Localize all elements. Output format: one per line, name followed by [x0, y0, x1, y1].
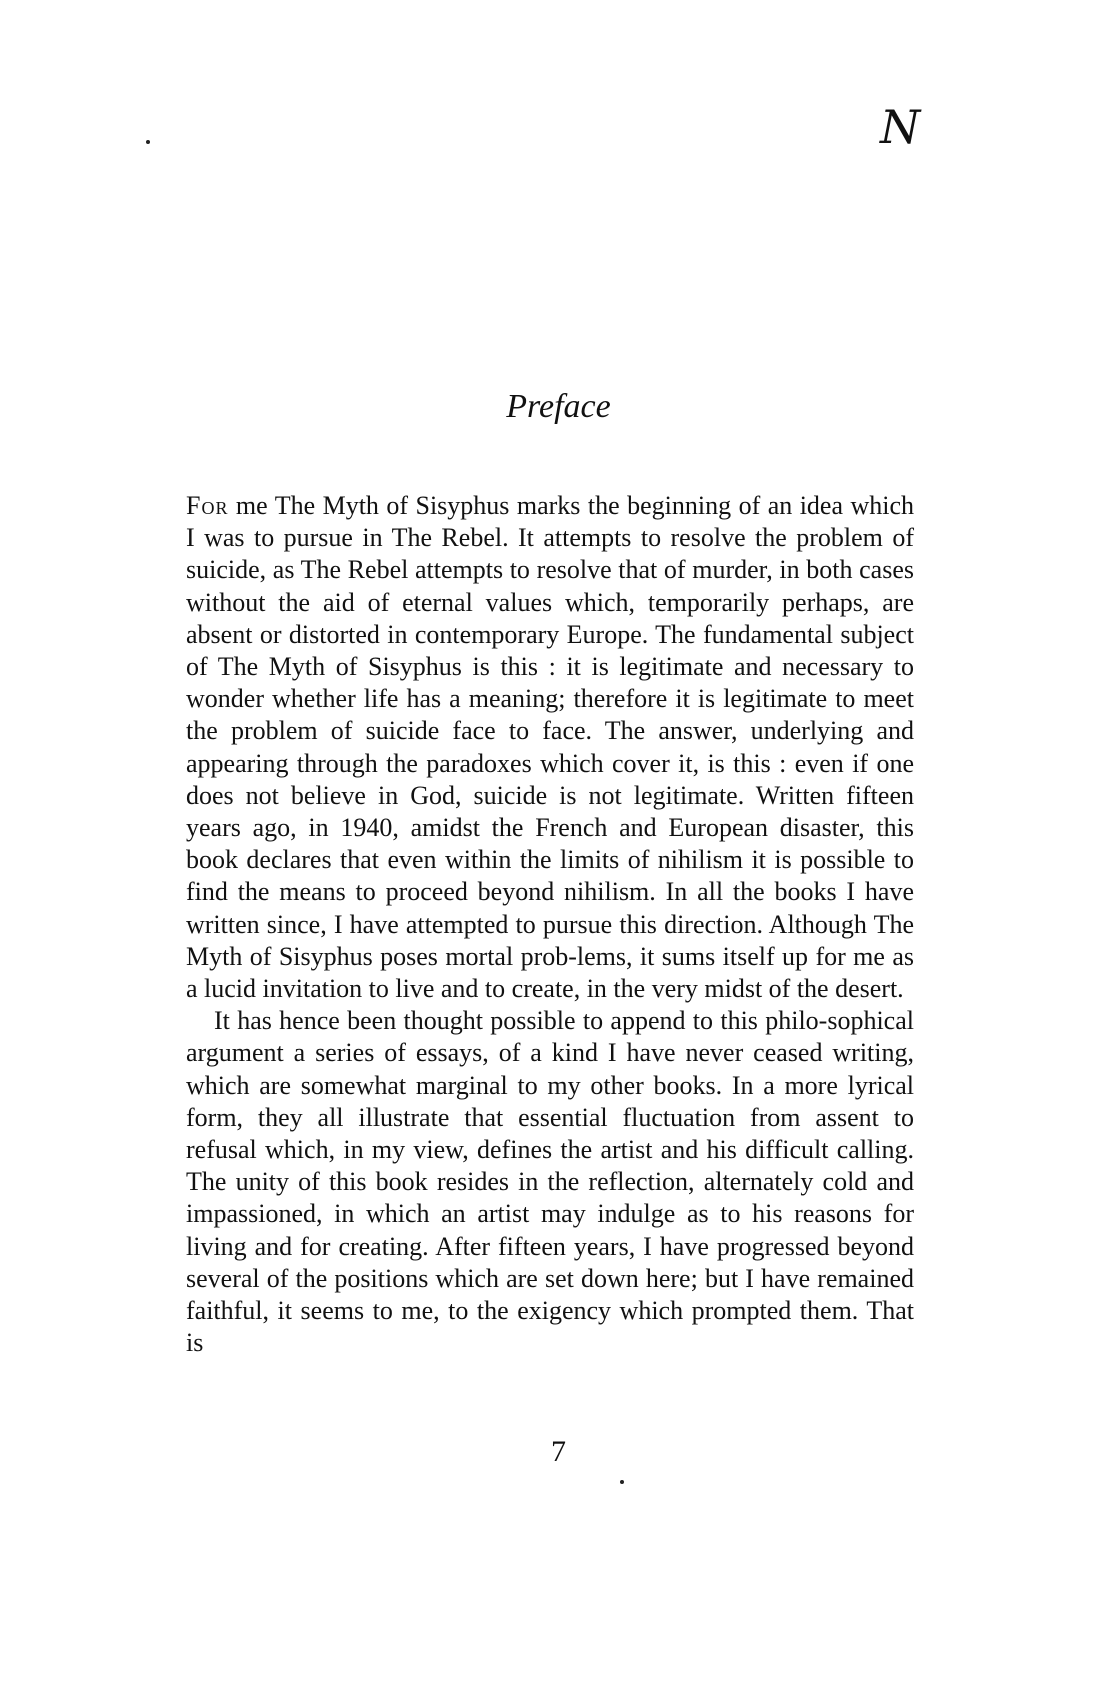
paragraph-2: It has hence been thought possible to append to this philo-sophical argument a series of essays, of a kind I have never ceased writing, which are somewhat marginal to my other books. In a more lyrical form, they all illustrate that essential fluctuation from assent to refusal which, in my view, defines the artist and his difficult calling. The unity of this book resides in the reflection, alternately cold and impassioned, in which an artist may indulge as to his reasons for living and for creating. After fifteen years, I have progressed beyond several of the positions which are set down here; but I have remained faithful, it seems to me, to the exigency which prompted them. That is [186, 1006, 914, 1358]
speck-mark [146, 140, 150, 144]
body-text [186, 490, 914, 1359]
page-title: Preface [506, 388, 611, 425]
small-caps-opening: For [186, 491, 229, 520]
speck-mark [620, 1480, 624, 1484]
paragraph-1 [186, 490, 914, 1005]
paragraph-1-text: me The Myth of Sisyphus marks the beginning of an idea which I was to pursue in The Rebel. It attempts to resolve the problem of suicide, as The Rebel attempts to resolve that of murder, in both cases without the aid of eternal values which, temporarily perhaps, are absent or distorted in contemporary Europe. The fundamental subject of The Myth of Sisyphus is this : it is legitimate and necessary to wonder whether life has a meaning; therefore it is legitimate to meet the problem of suicide face to face. The answer, underlying and appearing through the paradoxes which cover it, is this : even if one does not believe in God, suicide is not legitimate. Written fifteen years ago, in 1940, amidst the French and European disaster, this book declares that even within the limits of nihilism it is possible to find the means to proceed beyond nihilism. In all the books I have written since, I have attempted to pursue this direction. Although The Myth of Sisyphus poses mortal prob-lems, it sums itself up for me as a lucid invitation to live and to create, in the very midst of the desert. [186, 491, 914, 1004]
page-number: 7 [551, 1435, 566, 1468]
margin-mark: N [880, 100, 921, 154]
